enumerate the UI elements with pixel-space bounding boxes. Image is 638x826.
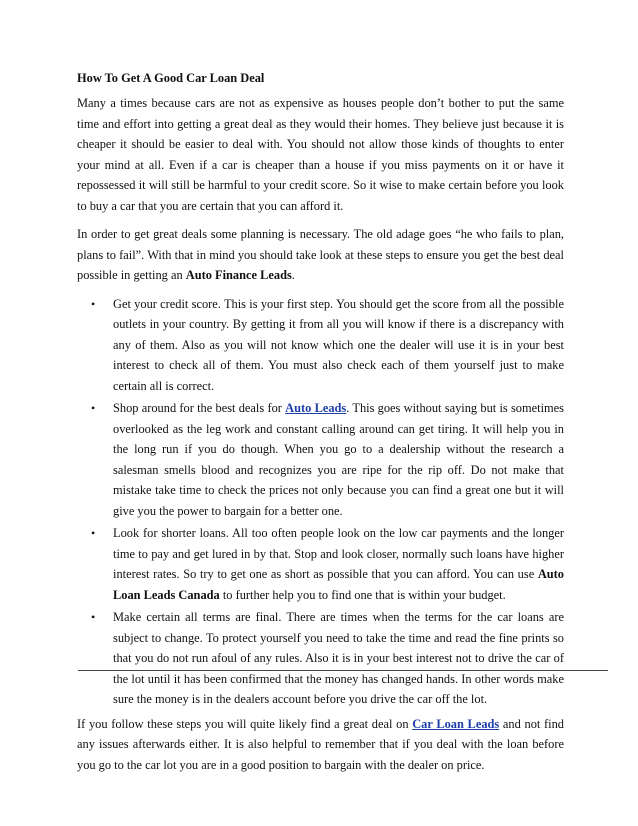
conclusion-pre: If you follow these steps you will quite likely find a great deal on <box>77 716 413 731</box>
step-text-pre: Shop around for the best deals for <box>113 401 286 415</box>
conclusion-paragraph <box>77 714 564 776</box>
step-text-post: to further help you to find one that is within your budget. <box>219 587 506 602</box>
list-item <box>77 294 564 397</box>
document-body <box>77 70 564 783</box>
car-loan-leads-link[interactable]: Car Loan Leads <box>412 716 500 731</box>
intro-paragraph: Many a times because cars are not as expensive as houses people don’t bother to put the same time and effort into getting a great deal as they would their homes. They believe just because it is cheaper it should be easier to deal with. You should not allow those kinds of thoughts to enter your mind at all. Even if a car is cheaper than a house if you miss payments on it or have it repossessed it will still be harmful to your credit score. So it wise to make certain before you look to buy a car that you are certain that you can afford it. <box>77 96 564 213</box>
list-item <box>77 398 564 521</box>
list-item <box>77 523 564 605</box>
document-title: How To Get A Good Car Loan Deal <box>77 71 265 85</box>
footer-divider <box>78 670 608 671</box>
steps-list <box>77 294 564 710</box>
step-text: Make certain all terms are final. There are times when the terms for the car loans are subject to change. To protect yourself you need to take the time and read the fine prints so that you do not run afoul of any rules. Also it is in your best interest not to drive the car of the lot until it has been confirmed that the money has changed hands. In other words make sure the money is in the dealers account before you drive the car off the lot. <box>113 610 564 706</box>
bullet-icon: • <box>91 526 96 540</box>
auto-finance-leads-text: Auto Finance Leads <box>185 268 292 282</box>
step-text-post: . This goes without saying but is sometimes overlooked as the leg work and constant calling around can get tiring. It will help you in the long run if you do though. When you go to a dealership without the research a salesman smells blood and recognizes you are ripe for the rip off. Do not make that mistake take time to check the prices not only because you can find a great one but it will give you the power to bargain for a better one. <box>113 401 564 518</box>
step-text: Get your credit score. This is your first step. You should get the score from all the possible outlets in your country. By getting it from all you will know if there is a discrepancy with any of them. Also as you will not know which one the dealer will use it is in your best interest to check all of them. You must also check each of them yourself just to make certain all is correct. <box>113 296 564 393</box>
conclusion-post: and not find any issues afterwards either. It is also helpful to remember that if you deal with the loan before you go to the car lot you are in a good position to bargain with the dealer on price. <box>77 716 564 772</box>
planning-end: . <box>291 268 295 282</box>
planning-text: In order to get great deals some planning is necessary. The old adage goes “he who fails to plan, plans to fail”. With that in mind you should take look at these steps to ensure you get the best deal possible in getting an <box>77 227 564 282</box>
bullet-icon: • <box>91 296 96 311</box>
auto-leads-link[interactable]: Auto Leads <box>285 401 347 415</box>
auto-loan-leads-canada-text: Auto Loan Leads Canada <box>113 567 564 602</box>
planning-paragraph <box>77 224 564 286</box>
list-item <box>77 607 564 710</box>
step-text-pre: Look for shorter loans. All too often people look on the low car payments and the longer time to pay and get lured in by that. Stop and look closer, normally such loans have higher interest rates. So try to get one as short as possible that you can afford. You can use <box>113 526 564 581</box>
bullet-icon: • <box>91 610 96 624</box>
bullet-icon: • <box>91 401 96 415</box>
